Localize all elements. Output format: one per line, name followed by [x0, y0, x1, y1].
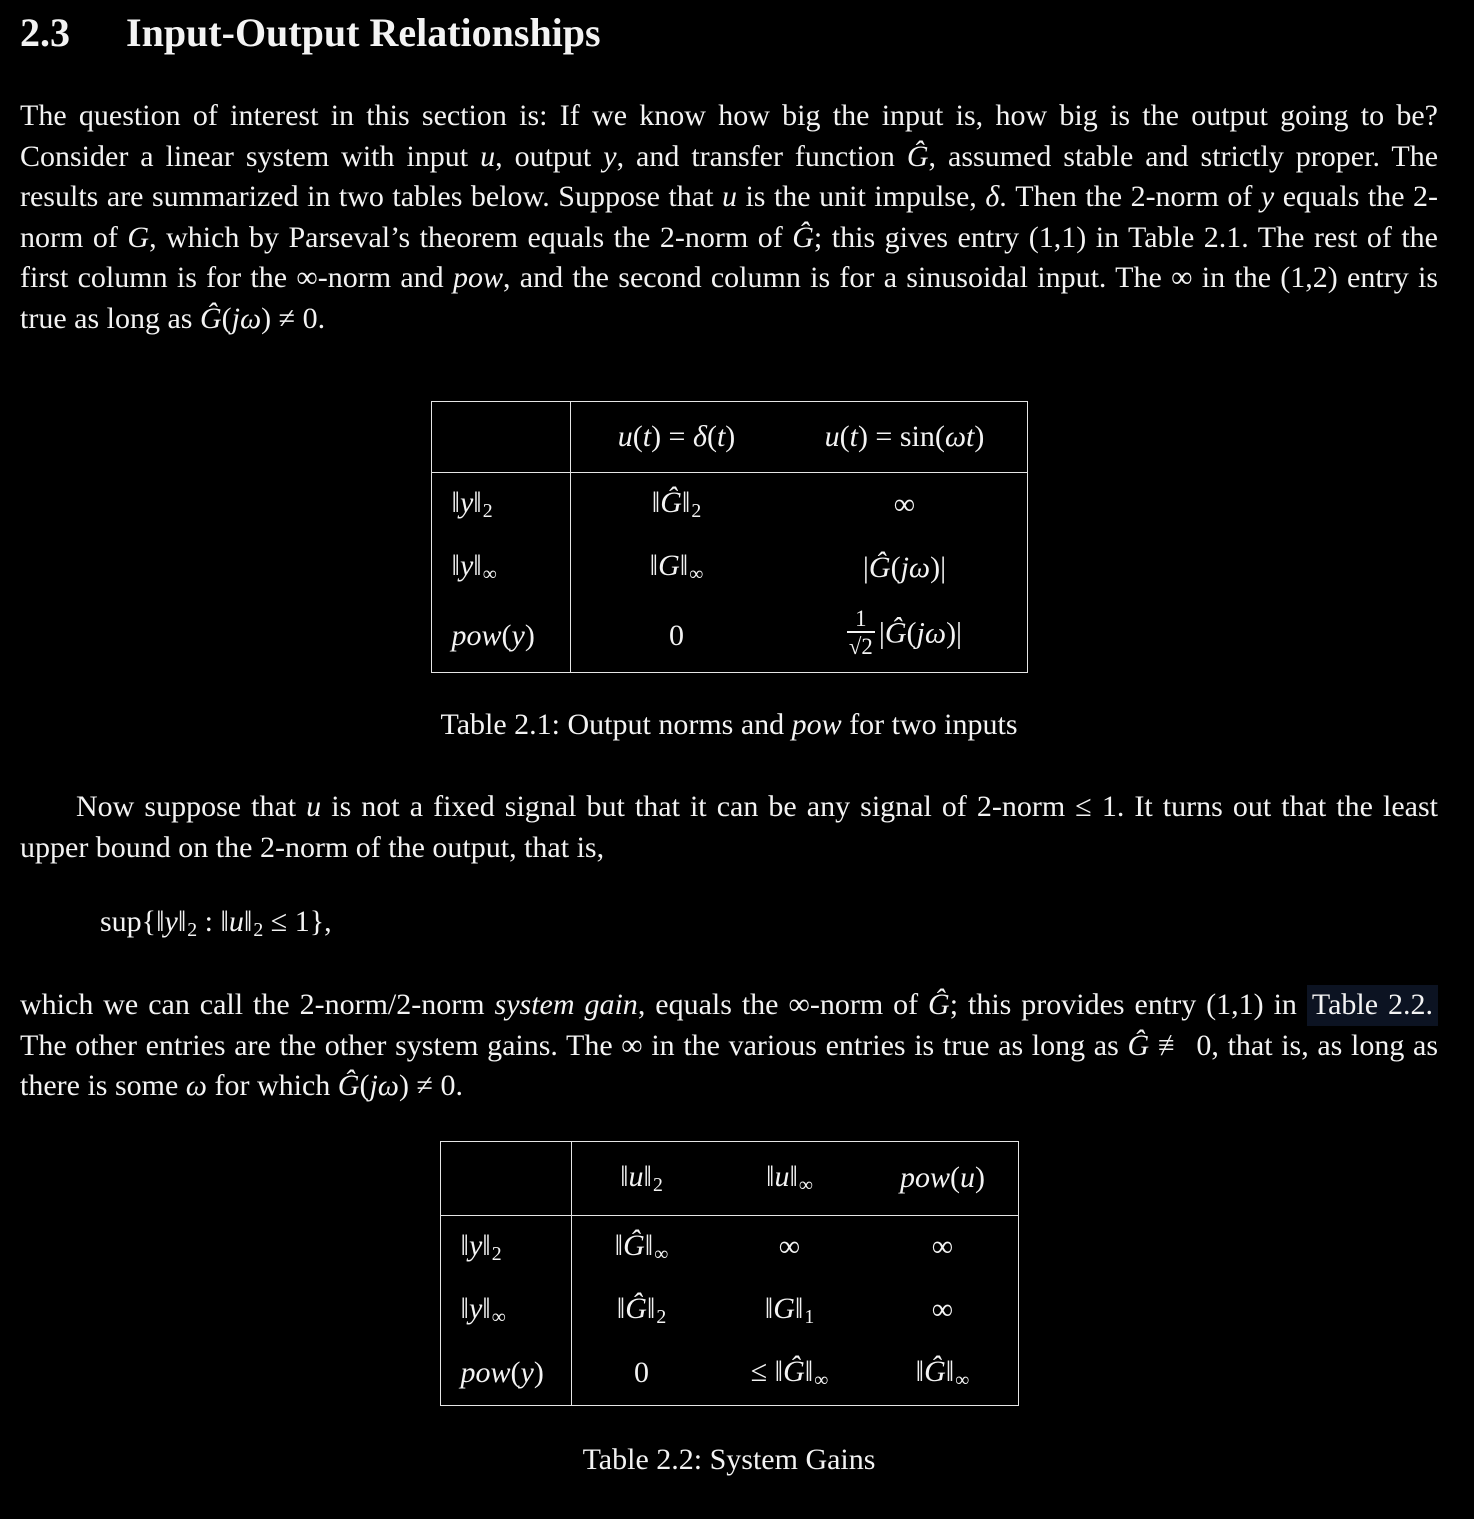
text-run: ‖	[620, 1159, 629, 1193]
text-run: ‖	[789, 1159, 798, 1193]
table-row-yinf	[431, 536, 1027, 599]
text-run: ‖	[915, 1354, 925, 1388]
text-run: )	[974, 420, 985, 453]
text-run: t	[849, 420, 858, 453]
text-run: jω	[231, 301, 262, 335]
text-run: Ĝ	[868, 550, 891, 584]
text-run: 2	[253, 919, 264, 942]
text-run: ‖	[945, 1354, 955, 1388]
text-run: ‖	[681, 486, 691, 519]
text-run: δ	[692, 420, 707, 453]
text-run: , output	[495, 139, 604, 173]
text-run: ‖	[651, 486, 661, 519]
text-run: , which by Parseval’s theorem equals the 2-norm of	[149, 220, 793, 254]
table-cell	[570, 599, 783, 673]
text-run: Ĝ	[906, 139, 929, 173]
text-run: ωt	[944, 420, 975, 453]
text-run: u	[774, 1159, 790, 1193]
text-run: 2	[691, 499, 702, 522]
text-run: G	[773, 1291, 795, 1325]
text-run: ‖	[764, 1291, 774, 1325]
text-run: ‖	[614, 1228, 624, 1262]
table-header-cell-impulse	[570, 402, 783, 473]
text-run: ∞	[955, 1368, 970, 1391]
table-cell	[712, 1215, 868, 1279]
table-row-y2	[440, 1215, 1018, 1279]
table-cell	[783, 473, 1028, 537]
text-run: ∞	[482, 562, 497, 585]
text-run: ) ≠ 0.	[398, 1069, 463, 1103]
text-run: pow	[452, 261, 503, 294]
table-header-cell-sinusoid	[783, 402, 1028, 473]
table-cell	[712, 1342, 868, 1406]
text-run: ∞	[654, 1242, 669, 1265]
text-run: y	[1260, 180, 1275, 213]
text-run: ∞	[931, 1293, 954, 1327]
text-run: (	[501, 618, 512, 652]
row-label	[440, 1215, 571, 1279]
text-run: u	[628, 1159, 644, 1193]
text-run: 1	[804, 1305, 815, 1328]
text-run: . Then the 2-norm of	[999, 180, 1261, 213]
text-run: ‖	[177, 905, 187, 939]
table-row-y2	[431, 473, 1027, 537]
text-run: is the unit impulse,	[736, 180, 986, 213]
text-run: 0	[634, 1356, 649, 1390]
text-run: , and transfer function	[616, 139, 907, 173]
table-2-2-body	[440, 1215, 1018, 1405]
text-run: y	[459, 486, 474, 519]
table-row-pow	[440, 1342, 1018, 1406]
text-run: system gain	[494, 988, 638, 1022]
text-run: Ĝ	[623, 1228, 645, 1262]
text-run: )	[524, 618, 535, 652]
text-run: (	[221, 301, 232, 335]
text-run: Ĝ	[625, 1291, 647, 1325]
text-run: ‖	[482, 1291, 491, 1325]
text-run: ‖	[646, 1291, 656, 1325]
text-run: 2	[491, 1242, 502, 1265]
text-run: ‖	[616, 1291, 626, 1325]
section-number: 2.3	[20, 10, 70, 55]
text-run: ‖	[451, 486, 460, 519]
text-run: |	[878, 616, 885, 650]
text-run: pow	[451, 618, 502, 652]
text-run: ω	[185, 1069, 207, 1103]
text-run: sup{‖	[100, 905, 165, 939]
table-header-row	[440, 1141, 1018, 1215]
table-header-empty-cell	[431, 402, 570, 473]
text-run: ; this gives entry (1,1) in Table 2.1. The rest of the first column is for the ∞-norm and	[20, 220, 1438, 294]
text-run: (	[510, 1356, 521, 1390]
table-2-1-header	[431, 402, 1027, 473]
text-run: The other entries are the other system gains. The ∞ in the various entries is true as long as	[20, 1028, 1128, 1062]
system-gains-table	[440, 1141, 1019, 1406]
text-run: Table 2.1: Output norms and	[440, 708, 792, 742]
text-run: y	[468, 1291, 483, 1325]
text-run: (	[359, 1069, 370, 1103]
text-run: equals the 2-norm of	[20, 180, 1439, 254]
text-run: ‖	[460, 1291, 469, 1325]
section-heading	[20, 10, 1438, 56]
text-run: u	[617, 420, 633, 453]
text-run: (	[890, 550, 901, 584]
text-run: ∞	[814, 1368, 829, 1391]
text-run: (	[632, 420, 643, 453]
text-run: Table 2.2: System Gains	[582, 1442, 876, 1476]
text-run: pow	[460, 1356, 511, 1390]
row-label	[431, 536, 570, 599]
text-run: ) ≠ 0.	[261, 301, 326, 335]
text-run: ) =	[651, 420, 693, 453]
text-run: , and the second column is for a sinusoidal input. The ∞ in the (1,2) entry is true as long as	[20, 261, 1438, 335]
text-run: pow	[899, 1161, 950, 1195]
display-equation	[100, 902, 1438, 945]
text-run: jω	[900, 550, 931, 584]
paragraph-suppose	[20, 787, 1438, 868]
text-run: t	[642, 420, 652, 453]
table-2-2-container	[20, 1141, 1438, 1406]
table-cell	[783, 536, 1028, 599]
text-run: ∞	[798, 1173, 813, 1196]
table-2-2-link[interactable]: Table 2.2.	[1307, 985, 1438, 1026]
table-header-empty-cell	[440, 1141, 571, 1215]
table-cell	[570, 473, 783, 537]
table-cell	[571, 1279, 712, 1342]
text-run: Ĝ	[660, 486, 682, 519]
table-2-2-caption	[20, 1440, 1438, 1480]
row-label	[440, 1279, 571, 1342]
text-run: Ĝ	[1127, 1028, 1150, 1062]
text-run: ‖	[473, 486, 482, 519]
text-run: ‖	[482, 1228, 491, 1262]
text-run: ∞	[689, 562, 704, 585]
text-run: y	[511, 618, 525, 652]
table-cell	[571, 1342, 712, 1406]
section-title: Input-Output Relationships	[126, 10, 601, 55]
table-cell	[868, 1215, 1019, 1279]
text-run: ‖	[649, 549, 659, 582]
table-cell	[570, 536, 783, 599]
text-run: 0	[669, 618, 684, 652]
text-run: ) = sin(	[857, 420, 945, 453]
text-run: which we can call the 2-norm/2-norm	[20, 988, 495, 1022]
text-run: u	[960, 1161, 975, 1195]
table-header-row	[431, 402, 1027, 473]
text-run: (	[706, 420, 717, 453]
text-run: u	[824, 420, 840, 453]
text-run: u	[721, 180, 737, 213]
table-cell	[571, 1215, 712, 1279]
text-run: Ĝ	[884, 616, 907, 650]
text-run: ‖	[679, 549, 689, 582]
text-run: 2	[482, 499, 493, 522]
text-run: The question of interest in this section is: If we know how big the input is, how big is the output going to be? Consider a linear system with input	[20, 99, 1438, 173]
table-cell	[868, 1342, 1019, 1406]
text-run: Now suppose that	[76, 790, 307, 824]
table-2-1-container	[20, 401, 1438, 673]
text-run: t	[716, 420, 726, 453]
text-run: y	[468, 1228, 483, 1262]
text-run: ‖	[644, 1228, 654, 1262]
text-run: Ĝ	[792, 220, 814, 254]
row-label	[431, 473, 570, 537]
text-run: ‖	[766, 1159, 775, 1193]
text-run: )	[533, 1356, 544, 1390]
text-run: ; this provides entry (1,1) in	[949, 988, 1307, 1022]
text-run: (	[950, 1161, 960, 1195]
text-run: y	[164, 905, 178, 939]
table-2-1-caption	[20, 705, 1438, 745]
text-run: ‖	[794, 1291, 804, 1325]
table-header-cell-uinf	[712, 1141, 868, 1215]
text-run: )|	[946, 616, 963, 650]
text-run: for which	[206, 1069, 338, 1103]
text-run: G	[658, 549, 680, 582]
table-header-cell-u2	[571, 1141, 712, 1215]
text-run: , equals the ∞-norm of	[637, 988, 929, 1022]
text-run: Ĝ	[337, 1069, 360, 1103]
row-label	[431, 599, 570, 673]
text-run: ≤ ‖	[750, 1354, 784, 1388]
text-run: for two inputs	[841, 708, 1018, 742]
text-run: y	[459, 549, 474, 582]
paragraph-intro	[20, 96, 1438, 339]
text-run: ‖	[643, 1159, 652, 1193]
text-run: ‖	[243, 905, 253, 939]
text-run: ≤ 1},	[263, 905, 332, 939]
text-run: ≢ 0, that is, as long as there is some	[20, 1028, 1438, 1103]
text-run: ∞	[778, 1230, 801, 1264]
text-run: Ĝ	[199, 301, 222, 335]
table-cell	[868, 1279, 1019, 1342]
text-run: y	[520, 1356, 534, 1390]
text-run: ‖	[451, 549, 460, 582]
text-run: ‖	[804, 1354, 814, 1388]
text-run: ‖	[473, 549, 482, 582]
text-run: )|	[930, 550, 947, 584]
output-norms-table	[431, 401, 1028, 673]
text-run: |	[862, 550, 869, 584]
text-run: (	[839, 420, 850, 453]
text-run: )	[975, 1161, 985, 1195]
text-run: y	[603, 139, 617, 173]
text-run: Ĝ	[783, 1354, 805, 1388]
table-header-cell-powu	[868, 1141, 1019, 1215]
text-run: ∞	[893, 487, 916, 521]
text-run: , assumed stable and strictly proper. The results are summarized in two tables below. Suppose that	[20, 139, 1439, 213]
text-run: u	[306, 790, 322, 824]
text-run: ‖	[460, 1228, 469, 1262]
text-run: ∞	[491, 1305, 506, 1328]
text-run: )	[725, 420, 736, 453]
text-run: u	[228, 905, 244, 939]
text-run: jω	[369, 1069, 399, 1103]
text-run: ∞	[931, 1230, 954, 1264]
text-run: G	[127, 220, 150, 254]
table-row-yinf	[440, 1279, 1018, 1342]
text-run: δ	[985, 180, 1000, 213]
text-run: 2	[652, 1173, 663, 1196]
text-run: Ĝ	[928, 988, 950, 1022]
text-run: u	[480, 139, 496, 173]
text-run: is not a fixed signal but that it can be any signal of 2-norm ≤ 1. It turns out that the least upper bound on the 2-norm of the output, that is,	[20, 790, 1438, 864]
text-run: : ‖	[197, 905, 229, 939]
text-run: (	[906, 616, 917, 650]
text-run: jω	[916, 616, 947, 650]
text-run: 2	[187, 919, 198, 942]
fraction: $\frac{1}{√2}$	[848, 606, 873, 660]
text-run: 2	[656, 1305, 667, 1328]
paragraph-system-gain	[20, 985, 1438, 1107]
table-cell	[712, 1279, 868, 1342]
text-run: Ĝ	[924, 1354, 946, 1388]
table-2-2-header	[440, 1141, 1018, 1215]
table-2-1-body	[431, 473, 1027, 673]
table-row-pow	[431, 599, 1027, 673]
text-run: pow	[791, 708, 842, 742]
row-label	[440, 1342, 571, 1406]
table-cell	[783, 599, 1028, 673]
